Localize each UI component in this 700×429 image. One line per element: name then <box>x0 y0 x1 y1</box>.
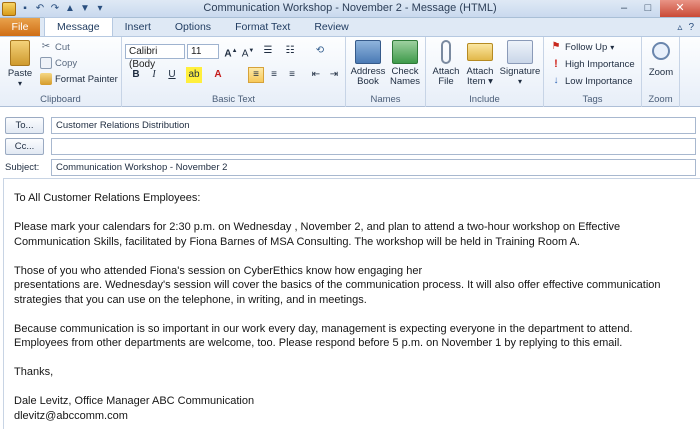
names-group-label: Names <box>370 94 401 105</box>
address-book-label-2: Book <box>357 76 379 87</box>
tab-review[interactable]: Review <box>314 21 349 33</box>
undo-icon[interactable]: ↶ <box>35 3 45 14</box>
format-painter-label: Format Painter <box>55 73 118 85</box>
help-icon[interactable]: ? <box>688 21 694 33</box>
font-size-combo[interactable]: 11 <box>187 44 219 59</box>
maximize-button[interactable]: □ <box>644 2 652 14</box>
low-importance-button[interactable] <box>550 75 633 87</box>
ribbon-tabs <box>0 18 700 37</box>
basic-text-group <box>122 37 346 107</box>
magnifier-icon <box>652 42 670 60</box>
grow-font-button[interactable]: A▲ <box>224 48 238 60</box>
low-importance-label: Low Importance <box>565 75 633 87</box>
follow-up-label: Follow Up <box>565 41 608 53</box>
font-color-icon[interactable]: A <box>214 69 222 80</box>
align-center-button[interactable]: ≡ <box>271 69 277 80</box>
minimize-button[interactable]: – <box>620 2 628 14</box>
bullets-icon[interactable]: ☰ <box>263 45 273 56</box>
include-group <box>426 37 544 107</box>
high-importance-label: High Importance <box>565 58 635 70</box>
clear-formatting-icon[interactable]: ⟲ <box>315 45 325 56</box>
paperclip-icon <box>441 40 451 64</box>
cc-button[interactable]: Cc... <box>5 138 44 155</box>
ribbon <box>0 37 700 107</box>
include-group-label: Include <box>469 94 500 105</box>
check-names-icon <box>392 40 418 64</box>
italic-button[interactable]: I <box>152 69 156 80</box>
window-title: Communication Workshop - November 2 - Message (HTML) <box>203 2 497 14</box>
up-arrow-icon[interactable]: ▲ <box>65 3 75 14</box>
address-book-icon <box>355 40 381 64</box>
signature-label: Signature <box>499 66 541 77</box>
zoom-group <box>642 37 680 107</box>
high-importance-button[interactable] <box>550 58 635 70</box>
tags-group <box>544 37 642 107</box>
highlight-icon[interactable]: ab <box>186 67 202 83</box>
follow-up-button[interactable]: ⚑ Follow Up ▾ <box>551 41 615 53</box>
redo-icon[interactable]: ↷ <box>50 3 60 14</box>
tab-message[interactable]: Message <box>44 17 113 36</box>
basic-text-group-label: Basic Text <box>211 94 256 105</box>
message-header <box>0 107 700 177</box>
signature-icon <box>507 40 533 64</box>
save-icon[interactable]: ▪ <box>23 3 27 14</box>
cut-button[interactable] <box>40 41 70 53</box>
font-name-combo[interactable]: Calibri (Body <box>125 44 185 59</box>
underline-button[interactable]: U <box>168 69 176 80</box>
flag-icon: ⚑ <box>551 41 561 52</box>
envelope-icon <box>467 43 493 61</box>
attach-item-label-1: Attach <box>466 66 494 77</box>
tab-format-text[interactable]: Format Text <box>235 21 291 33</box>
check-names-button[interactable] <box>388 40 422 87</box>
scissors-icon: ✂ <box>41 41 51 52</box>
paragraph-1: Please mark your calendars for 2:30 p.m. on Wednesday , November 2, and plan to attend a two-hour workshop on Effective Communication Skills, facilitated by Fiona Barnes of MSA Consulting. The workshop will be held in Training Room A. <box>14 221 621 248</box>
attach-item-button[interactable]: Attach Item ▾ <box>464 40 496 87</box>
paragraph-3: Because communication is so important in our work every day, management is expecting everyone in the department to attend. Employees from other departments are welcome, too. Please respond before 5 p.m. on November 1 by replying to this email. <box>14 322 633 349</box>
zoom-group-label: Zoom <box>648 94 673 105</box>
to-field[interactable]: Customer Relations Distribution <box>51 117 696 134</box>
names-group <box>346 37 426 107</box>
attach-file-button[interactable] <box>430 40 462 87</box>
paste-icon <box>10 40 30 66</box>
zoom-label: Zoom <box>648 67 674 78</box>
signature-email: dlevitz@abccomm.com <box>14 409 128 422</box>
increase-indent-icon[interactable]: ⇥ <box>329 69 339 80</box>
exclamation-icon: ! <box>554 58 558 70</box>
closing: Thanks, <box>14 366 54 378</box>
paragraph-2-rest: presentations are. Wednesday's session will cover the basics of the communication process. It will also offer effective communication strategies that you can use on the telephone, in writing, and in meetings. <box>14 279 661 306</box>
zoom-button[interactable] <box>644 40 678 78</box>
signature-button[interactable]: Signature ▾ <box>498 40 542 87</box>
title-bar <box>0 0 700 18</box>
attach-file-label-1: Attach <box>432 66 460 77</box>
brush-icon <box>40 73 52 85</box>
format-painter-button[interactable] <box>40 73 118 85</box>
cut-label: Cut <box>55 41 70 53</box>
greeting: To All Customer Relations Employees: <box>14 192 201 204</box>
collapse-ribbon-icon[interactable]: ▵ <box>677 21 683 33</box>
down-arrow-importance-icon: ↓ <box>553 75 559 86</box>
copy-button[interactable] <box>40 57 77 69</box>
signature-name: Dale Levitz, Office Manager ABC Communication <box>14 395 255 407</box>
paste-label: Paste <box>7 68 33 79</box>
shrink-font-button[interactable]: A▼ <box>241 48 255 60</box>
message-body[interactable] <box>3 178 700 429</box>
bold-button[interactable]: B <box>132 69 140 80</box>
tab-insert[interactable]: Insert <box>124 21 151 33</box>
tab-options[interactable]: Options <box>174 21 212 33</box>
paragraph-2-line-1: Those of you who attended Fiona's session on CyberEthics know how engaging her <box>14 264 423 277</box>
tab-file[interactable]: File <box>0 18 40 36</box>
attach-item-label-2: Item <box>467 76 486 87</box>
copy-label: Copy <box>55 57 78 69</box>
customize-qat-icon[interactable]: ▾ <box>97 3 103 14</box>
align-left-button[interactable]: ≡ <box>248 67 264 83</box>
close-button[interactable]: ✕ <box>660 0 700 17</box>
clipboard-group-label: Clipboard <box>40 94 81 105</box>
attach-file-label-2: File <box>438 76 454 87</box>
subject-label: Subject: <box>5 162 40 173</box>
cc-field[interactable] <box>51 138 696 155</box>
subject-field[interactable]: Communication Workshop - November 2 <box>51 159 696 176</box>
address-book-button[interactable] <box>350 40 386 87</box>
align-right-button[interactable]: ≡ <box>289 69 295 80</box>
copy-icon <box>40 57 52 69</box>
to-button[interactable]: To... <box>5 117 44 134</box>
clipboard-group <box>0 37 122 107</box>
numbering-icon[interactable]: ☷ <box>285 45 295 56</box>
tags-group-label: Tags <box>582 94 603 105</box>
check-names-label-1: Check <box>391 66 419 77</box>
down-arrow-icon[interactable]: ▼ <box>80 3 90 14</box>
paste-button[interactable]: Paste ▾ <box>4 40 36 89</box>
check-names-label-2: Names <box>389 76 421 87</box>
address-book-label-1: Address <box>350 66 386 77</box>
decrease-indent-icon[interactable]: ⇤ <box>311 69 321 80</box>
